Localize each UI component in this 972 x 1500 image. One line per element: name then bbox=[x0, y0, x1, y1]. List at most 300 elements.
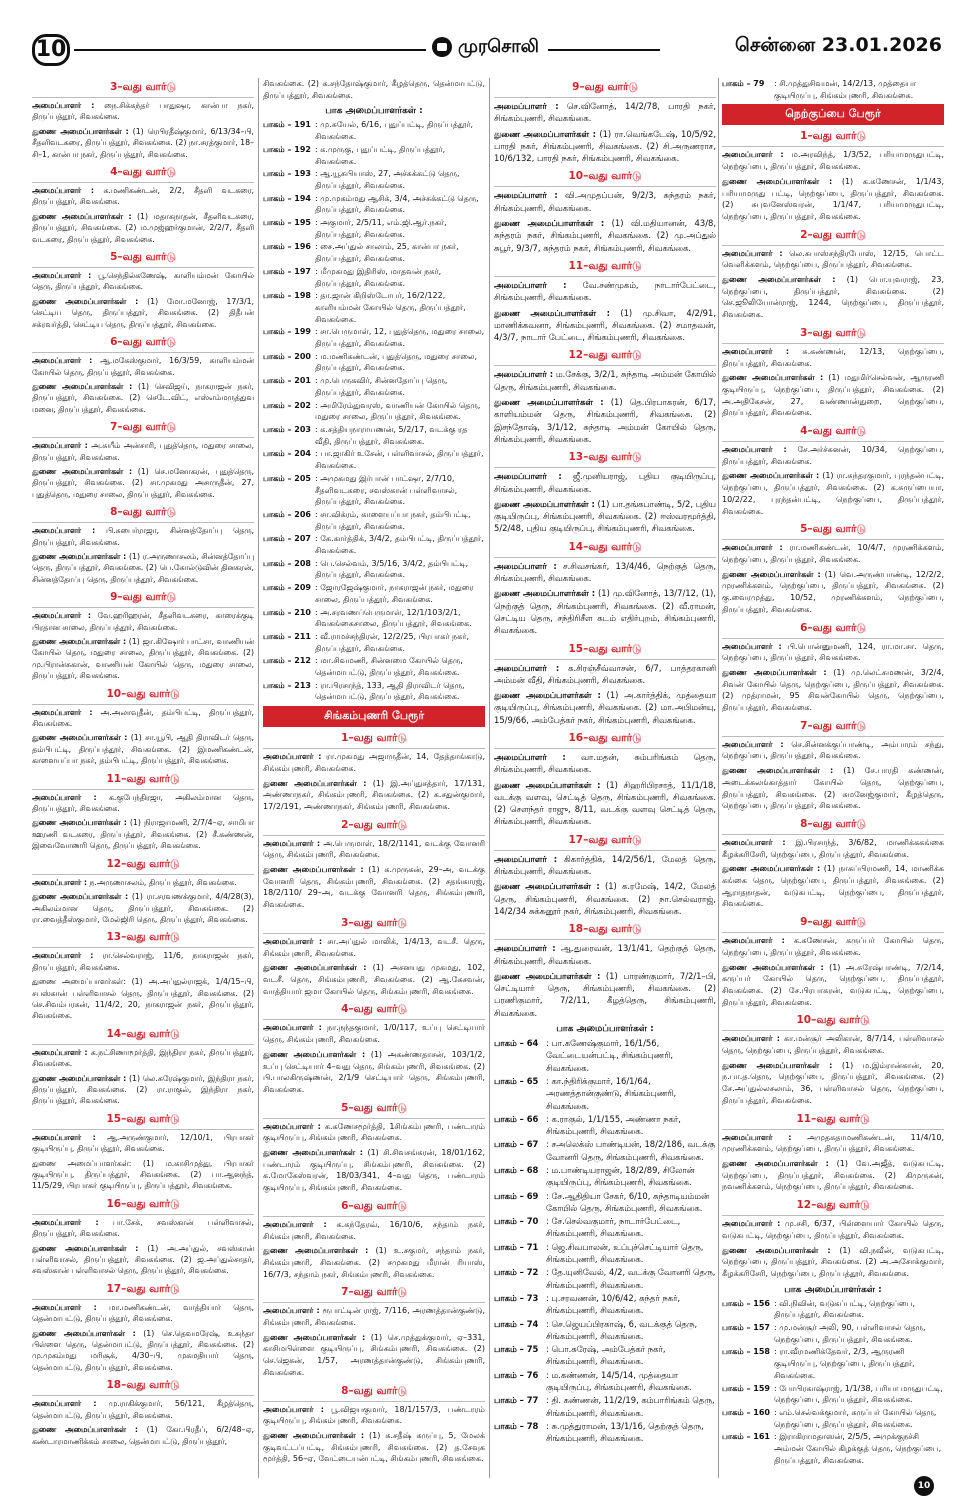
booth-number: பாகம் – 203 bbox=[263, 424, 311, 434]
booth-number: பாகம் – 159 bbox=[722, 1383, 770, 1393]
ward-heading: 8–வது வார்டு bbox=[263, 1382, 485, 1402]
booth-organizer: : ஜோரஜேஷ்குமார், நாகராஜன் நகர், மதுரை சாலை, திருப்பத்தூர், சிவகங்கை. bbox=[315, 583, 474, 604]
role-label: அமைப்பாளர் : bbox=[263, 1306, 320, 1316]
role-label: துணை அமைப்பாளர்கள் : bbox=[494, 498, 595, 509]
booth-organizer: : ஜெ.சிவபாலன், உப்புச்செட்டியார் தெரு, சிங்கம்புணரி, சிவகங்கை. bbox=[546, 1241, 704, 1265]
booth-organizer: : க.சத்தியநாராயணன், 5/2/17, வடக்கு ரத வீதி, திருப்பத்தூர், சிவகங்கை. bbox=[315, 424, 468, 446]
role-label: துணை அமைப்பாளர்கள் : bbox=[32, 733, 128, 743]
organizer-entry bbox=[263, 778, 485, 813]
role-label: துணை அமைப்பாளர்கள் : bbox=[32, 1425, 138, 1435]
organizer-details: (1) வி.மதியானன், 43/8, சுந்தரம் நகர், சிங்கம்புணரி, சிவகங்கை. (2) மு.அப்துல் சுபூர், 9/3/7, சுந்தரம் நகர், சிங்கம்புணரி, சிவகங்கை. bbox=[494, 218, 716, 253]
organizer-details: (1) நிராஜாமணி, 2/7/4–ஏ, சாமிபா ஊரணி வடகரை, திருப்பத்தூர், சிவகங்கை. (2) சீ.கண்ணன், இவைவோணரி தெரு, திருப்பத்தூர், சிவகங்கை. bbox=[32, 818, 254, 851]
organizer-entry bbox=[263, 1332, 485, 1379]
booth-entry bbox=[263, 631, 485, 654]
booth-entry bbox=[263, 509, 485, 532]
booth-organizer: : பா.கணேஷ்குமார், 16/1/56, வேட்டையன்பட்டி, சிங்கம்புணரி, சிவகங்கை. bbox=[546, 1038, 673, 1073]
role-label: துணை அமைப்பாளர்கள் : bbox=[722, 962, 824, 972]
role-label: அமைப்பாளர் : bbox=[32, 707, 93, 717]
booth-organizer: : இராகிராமதாஸன், 2/5/5, அமுக்குநச்சி அம்மன் கோயில் கிழக்குத் தெரு, நெற்குப்பை, திருப்பத்தூர், சிவகங்கை. bbox=[774, 1432, 942, 1465]
organizer-details: (1) சே.பாரதி கண்ணன், அடைக்கலங்காத்தார் கோயில் தெரு, நெற்குப்பை, திருப்பத்தூர், சிவகங்கை. (2) சுமனேஜ்குமார், கீழத்தெரு, நெற்குப்பை, திருப்பத்தூர், சிவகங்கை. bbox=[722, 766, 944, 811]
role-label: அமைப்பாளர் : bbox=[494, 662, 560, 673]
ward-heading: 11–வது வார்டு bbox=[494, 257, 716, 277]
organizer-entry bbox=[263, 1245, 485, 1280]
booth-organizer: : அ.சரவணப்பெருமாள், 12/1/103/2/1, சிவகங்கைசாலை, திருப்பத்தூர், சிவகங்கை. bbox=[315, 607, 472, 629]
booth-number: பாகம் – 201 bbox=[263, 376, 311, 386]
booth-number: பாகம் – 199 bbox=[263, 327, 311, 337]
role-label: துணை அமைப்பாளர்கள் : bbox=[263, 1049, 366, 1059]
role-label: துணை அமைப்பாளர்கள் : bbox=[263, 1332, 366, 1342]
ward-heading: 4–வது வார்டு bbox=[722, 422, 944, 442]
ward-heading: 5–வது வார்டு bbox=[32, 248, 254, 268]
organizer-entry bbox=[494, 942, 716, 967]
organizer-details: செ.சின்னக்குப்பாண்டி, அம்பாரம் சந்து, நெற்குப்பை, திருப்பத்தூர், சிவகங்கை. bbox=[722, 739, 944, 761]
organizer-entry bbox=[263, 1049, 485, 1096]
role-label: துணை அமைப்பாளர்கள் : bbox=[32, 126, 129, 136]
organizer-entry bbox=[722, 765, 944, 812]
booth-organizer: : மு.பெருகவிர், சின்னதோப்பு தெரு, திருப்பத்தூர், சிவகங்கை. bbox=[315, 376, 448, 397]
booth-organizer: : மு.சுயேல், 6/16, புதுப்பட்டி, திருப்பத்தூர், சிவகங்கை. bbox=[315, 120, 474, 142]
organizer-entry bbox=[722, 1060, 944, 1107]
organizer-entry bbox=[32, 707, 254, 730]
organizer-entry bbox=[32, 1398, 254, 1421]
ward-heading: 18–வது வார்டு bbox=[494, 920, 716, 940]
role-label: துணை அமைப்பாளர்கள் : bbox=[32, 211, 132, 221]
organizer-details: (1) மு.வினோத், 13/7/12, (1), நெற்குத் தெரு, சிங்கம்புணரி, சிவகங்கை. (2) வீ.ராமன், செட்டிய தெரு, சந்திரிசீள கடம் எதிர்புறம், சிங்கம்புணரி, சிவகங்கை. bbox=[494, 588, 716, 636]
booth-entry bbox=[263, 558, 485, 581]
organizer-details: ரூபாட்டின் ராஜ், 7/116, அரணத்தான்குண்டு, சிங்கம்புணரி, சிவகங்கை. bbox=[263, 1306, 485, 1328]
ward-heading: 3–வது வார்டு bbox=[722, 324, 944, 344]
organizer-entry bbox=[494, 587, 716, 636]
role-label: துணை அமைப்பாளர்கள் : bbox=[494, 307, 610, 318]
booth-number: பாகம் – 202 bbox=[263, 400, 311, 410]
booth-organizer: : தி. கண்ணன், 11/2/19, கம்பாரிங்கம் தெரு, சிங்கம்புணரி, சிவகங்கை. bbox=[546, 1395, 715, 1418]
booth-entry bbox=[494, 1241, 716, 1266]
booth-number: பாகம் – 206 bbox=[263, 509, 311, 519]
organizer-details: (1) சா.யூபி, ஆதி திராவிடர் தெரு, தம்பிபட்டி, திருப்பத்தூர், சிவகங்கை. (2) இமணிகண்டன், காளையப்பா நகர், தம்பிபட்டி, திருப்பத்தூர், சிவகங்கை. bbox=[32, 733, 254, 766]
booth-entry bbox=[494, 1138, 716, 1163]
booth-organizer: : தே.யுனிவேல், 4/2, வடக்கு வோனரி தெரு, சிங்கம்புணரி, சிவகங்கை. bbox=[546, 1267, 716, 1290]
organizer-details: ஆ.அருண்குமார், 12/10/1, பிரபாகர் குடியிருப்பு, திருப்பத்தூர், சிவகங்கை. bbox=[32, 1132, 254, 1154]
booth-organizer: : மீமுகமது இதிரிஸ், மாதவன் நகர், திருப்பத்தூர், சிவகங்கை. bbox=[315, 266, 442, 288]
role-label: அமைப்பாளர் : bbox=[263, 838, 321, 848]
booth-organizer: : செ.ஜெயப்பிரகாஷ், 6, வடக்குத் தெரு, சிங்கம்புணரி, சிவகங்கை. bbox=[546, 1318, 698, 1341]
organizer-entry bbox=[263, 962, 485, 997]
booth-entry bbox=[263, 533, 485, 556]
organizer-entry bbox=[494, 189, 716, 214]
page-header bbox=[0, 0, 972, 70]
header-rule-left bbox=[74, 49, 426, 51]
organizer-details: வா.மதன், சும்பரிங்கம் தெரு, சிங்கம்புணரி, சிவகங்கை. bbox=[494, 751, 716, 775]
booth-organizer: : வீ.ராமச்சந்திரன், 12/2/25, பிரபாகர் நகர், திருப்பத்தூர், சிவகங்கை. bbox=[315, 631, 470, 653]
organizer-details: (1) தெ.பிரபாகரன், 6/17, காளியம்மன் தெரு, சிங்கம்புணரி, சிவகங்கை. (2) இசந்தோஷ், 3/1/12, சுந்தாடி அம்மன் கோயில் தெரு, சிங்கம்புணரி, சிவகங்கை. bbox=[494, 397, 716, 444]
role-label: துணை அமைப்பாளர்கள் : bbox=[263, 1430, 365, 1440]
organizer-details: மு.சசி, 6/37, பிள்ளையார் கோயில் தெரு, வடுகபட்டி, நெற்குப்பை, திருப்பத்தூர், சிவகங்கை. bbox=[722, 1219, 944, 1240]
organizer-details: ஆ.துரைவன், 13/1/41, தெற்குத் தெரு, சிங்கம்புணரி, சிவகங்கை. bbox=[494, 943, 716, 966]
organizer-details: செ.வினோத், 14/2/78, பாரதி நகர், சிங்கம்புணரி, சிவகங்கை. bbox=[494, 101, 716, 124]
booth-entry bbox=[263, 119, 485, 142]
booth-organizer: : சா.விக்ரம், காளையப்பா நகர், தம்பிபட்டி, திருப்பத்தூர், சிவகங்கை. bbox=[315, 509, 471, 531]
organizer-details: லெ.சுபாஸ்சந்திரபோஸ், 12/15, பொட்ட வெளிக்களம், நெற்குப்பை, திருப்பத்தூர், சிவகங்கை. bbox=[722, 248, 944, 270]
booth-entry bbox=[722, 1298, 944, 1321]
role-label: துணை அமைப்பாளர்கள் : bbox=[32, 1328, 136, 1338]
role-label: அமைப்பாளர் : bbox=[263, 1404, 324, 1414]
role-label: அமைப்பாளர் : bbox=[722, 445, 787, 455]
role-label: அமைப்பாளர் : bbox=[263, 1121, 321, 1131]
booth-entry bbox=[722, 1431, 944, 1466]
organizer-entry bbox=[32, 636, 254, 682]
organizer-details: கிகார்த்திக், 14/2/56/1, மேலத் தெரு, சிங்கம்புணரி, சிவகங்கை. bbox=[494, 853, 716, 877]
booth-entry bbox=[263, 351, 485, 374]
organizer-entry bbox=[494, 853, 716, 878]
organizer-details: (1) செ.தெவமரேஷ், உசுந்தா பிள்ளை தெரு, தென்மாபட்டு, திருப்பத்தூர், சிவகங்கை. (2) மு.முகம்மது மரிசூக், 4/30–பி, முகமதியார் தெரு, தென்மாபட்டு, திருப்பத்தூர், சிவகங்கை. bbox=[32, 1328, 254, 1372]
booth-number: பாகம் – 75 bbox=[494, 1344, 539, 1355]
role-label: துணை அமைப்பாளர்கள் : bbox=[32, 1243, 139, 1253]
booth-entry bbox=[263, 655, 485, 678]
role-label: துணை அமைப்பாளர்கள் : bbox=[722, 471, 820, 481]
organizer-entry bbox=[722, 837, 944, 860]
ward-heading: 1–வது வார்டு bbox=[263, 729, 485, 749]
organizer-entry bbox=[494, 307, 716, 344]
role-label: அமைப்பாளர் : bbox=[722, 1132, 792, 1142]
organizer-entry bbox=[32, 610, 254, 633]
organizer-details: சா.அப்துல் மாலிக், 1/4/13, வடசீ. தெரு, சிங்கம்புணரி, சிவகங்கை. bbox=[263, 936, 485, 958]
role-label: துணை அமைப்பாளர்கள் : bbox=[32, 818, 127, 828]
organizer-entry bbox=[494, 100, 716, 125]
booth-organizer: : கா.ந்திரிக்குமார், 16/1/64, அரணத்தான்குண்டு, சிங்கம்புணரி, சிவகங்கை. bbox=[546, 1075, 677, 1111]
organizer-entry bbox=[32, 1073, 254, 1107]
booth-entry bbox=[263, 607, 485, 630]
booth-entry bbox=[494, 1113, 716, 1138]
organizer-details: (1) செ.மனோகரன், புதுத்தெரு, திருப்பத்தூர், சிவகங்கை. (2) சா.முகமது அசாருதீன், 27, புதுத்தெரு, மதுரை சாலை, திருப்பத்தூர், சிவகங்கை. bbox=[32, 466, 254, 499]
organizer-entry bbox=[722, 248, 944, 271]
role-label: அமைப்பாளர் : bbox=[494, 369, 554, 380]
role-label: அமைப்பாளர் : bbox=[32, 101, 95, 110]
organizer-entry bbox=[263, 1147, 485, 1194]
booth-organizer: : ம.கண்ணன், 14/5/14, முத்தையா குடியிருப்பு, சிங்கம்புணரி, சிவகங்கை. bbox=[546, 1369, 692, 1393]
organizer-entry bbox=[32, 1132, 254, 1155]
organizer-entry bbox=[263, 1219, 485, 1242]
organizer-entry bbox=[722, 863, 944, 910]
booth-organizer: : பொ.சுரேஷ், அம்பேத்கர் நகர், சிங்கம்புணரி, சிவகங்கை. bbox=[546, 1344, 666, 1367]
organizer-details: (1) மதுமிர்செல்வன், ஆருரணி குடியிருப்பு, நெற்குப்பை, திருப்பத்தூர், சிவகங்கை. (2) அ.அதிகேசன், 27, வண்ணான்துறை, நெற்குப்பை, திருப்பத்தூர், சிவகங்கை. bbox=[722, 373, 944, 418]
column-divider bbox=[258, 78, 259, 1478]
organizer-details: துணை அமைப்பாளர்கள்: (1) ம.காசிமுத்து, பிரபாகர் குடியிருப்பு, திருப்பத்தூர், சிவகங்கை. (2) பா.ஆனந்த், 11/5/29, பிரபாகர் குடியிருப்பு, திருப்பத்தூர், சிவகங்கை. bbox=[32, 1158, 254, 1191]
booth-entry bbox=[722, 1346, 944, 1381]
booth-number: பாகம் – 69 bbox=[494, 1190, 539, 1201]
organizer-entry bbox=[722, 667, 944, 714]
organizer-details: க.கணேசன், கருப்பர் கோயில் தெரு, நெற்குப்பை, திருப்பத்தூர், சிவகங்கை. bbox=[722, 936, 944, 957]
booth-number: பாகம் – 212 bbox=[263, 656, 311, 666]
booth-entry bbox=[263, 680, 485, 703]
booth-number: பாகம் – 79 bbox=[722, 79, 765, 88]
role-label: துணை அமைப்பாளர்கள் : bbox=[32, 381, 133, 391]
role-label: அமைப்பாளர் : bbox=[494, 943, 556, 954]
organizer-entry bbox=[722, 739, 944, 762]
booth-entry bbox=[494, 1037, 716, 1074]
organizer-details: (1) வி.நவீன், வடுகபட்டி, நெற்குப்பை, திருப்பத்தூர், சிவகங்கை. (2) அ.அசோக்குமார், கீழக்கரிசேரி, நெற்குப்பை, திருப்பத்தூர், சிவகங்கை. bbox=[722, 1245, 944, 1278]
organizer-details: பி.பொன்னுமணி, 124, ரா.மா.சா. தெரு, நெற்குப்பை, திருப்பத்தூர், சிவகங்கை. bbox=[722, 641, 944, 663]
organizer-details: (1) ரா.வெங்கடேஷ், 10/5/92, பாரதி நகர், சிங்கம்புணரி, சிவகங்கை. (2) சி.அருணராச, 10/6/132, பாரதி நகர், சிங்கம்புணரி, சிவகங்கை. bbox=[494, 128, 716, 164]
town-section-banner: நெற்குப்பை பேரூர் bbox=[722, 104, 944, 125]
organizer-entry bbox=[722, 1218, 944, 1241]
organizer-details: நை.சிக்கந்தர் பாதுஷா, கான்பா நகர், திருப்பத்தூர், சிவகங்கை. bbox=[32, 101, 254, 122]
ward-heading: 5–வது வார்டு bbox=[722, 520, 944, 540]
column-1 bbox=[32, 78, 254, 1478]
ward-heading: 8–வது வார்டு bbox=[722, 815, 944, 835]
organizer-details: அமுதசுதாமணிகண்டன், 11/4/10, முரணிக்களம், நெற்குப்பை, திருப்பத்தூர், சிவகங்கை. bbox=[722, 1132, 944, 1154]
header-rule-right bbox=[548, 49, 660, 51]
role-label: துணை அமைப்பாளர்கள் : bbox=[722, 864, 821, 874]
booth-organizer: : போபிரகாஷ்ராஜ், 1/1/38, பரியா மருதுபட்டி, நெற்குப்பை, திருப்பத்தூர், சிவகங்கை. bbox=[774, 1383, 943, 1405]
organizer-details: (1) அகண்ணதாசன், 103/1/2, உப்பு செட்டியார் 4–வது தெரு, சிங்கம்புணரி, சிவகங்கை. (2) பி.பாலகிருஷ்ணன், 2/1/9 செட்டியார் தெரு, சிங்கம்புணரி, சிவகங்கை. bbox=[263, 1049, 485, 1094]
booth-organizer: : வி.நிவின், வடுகப்பட்டி, நெற்குப்பை, திருப்பத்தூர், சிவகங்கை. bbox=[774, 1298, 915, 1320]
role-label: அமைப்பாளர் : bbox=[722, 1219, 781, 1229]
role-label: துணை அமைப்பாளர்கள் : bbox=[722, 176, 833, 186]
booth-number: பாகம் – 208 bbox=[263, 558, 311, 568]
organizer-entry bbox=[722, 962, 944, 1009]
organizer-details: ரா.செல்வராஜ், 11/6, நாகராஜன் நகர், திருப்பத்தூர், சிவகங்கை. bbox=[32, 951, 254, 972]
booth-organizer: : எம்.செல்வக்குமார், கருப்பர் கோயில் தெரு, நெற்குப்பை, திருப்பத்தூர், சிவகங்கை. bbox=[774, 1407, 937, 1429]
organizer-entry bbox=[722, 569, 944, 616]
role-label: அமைப்பாளர் : bbox=[32, 1217, 99, 1227]
role-label: துணை அமைப்பாளர்கள் : bbox=[722, 1245, 831, 1255]
booth-organizer: : சு.முத்துராமன், 13/1/16, தெற்குத் தெரு, சிங்கம்புணரி, சிவகங்கை. bbox=[546, 1420, 704, 1444]
organizer-entry bbox=[32, 296, 254, 330]
organizer-entry bbox=[494, 751, 716, 776]
ward-heading: 4–வது வார்டு bbox=[32, 163, 254, 183]
rising-sun-logo-icon bbox=[432, 37, 452, 57]
booth-number: பாகம் – 205 bbox=[263, 473, 311, 483]
organizer-details: (1) ஜா.கிஷோர் பாட்சா, வாணியன் கோயில் தெரு, மதுரை சாலை, திருப்பத்தூர், சிவகங்கை. (2) மு.பிரான்சுகான், வாணியன் கோயில் தெரு, மதுரை சாலை, திருப்பத்தூர், சிவகங்கை. bbox=[32, 637, 254, 681]
organizer-details: சிவகங்கை. (2) க.சந்தோஷ்குமார், கீழத்தெரு, தென்மாபட்டு, திருப்பத்தூர், சிவகங்கை. bbox=[263, 79, 485, 100]
organizer-details: (1) சி.சிவசங்கரன், 18/01/162, பண்டாரம் குடியிருப்பு, சிங்கம்புணரி, சிவகங்கை. (2) க.மோகேஸ்வரன், 18/03/341, 4–வது தெரு, பண்டாரம் குடியிருப்பு, சிங்கம்புணரி, சிவகங்கை. bbox=[263, 1148, 485, 1193]
booth-entry bbox=[722, 1383, 944, 1406]
organizer-details: க.கந்தேரவ், 16/10/6, சந்தாம் நகர், சிங்கம்புணரி, சிவகங்கை. bbox=[263, 1219, 485, 1241]
booth-organizer: : க.முருகு, புதுப்பட்டி, திருப்பத்தூர், சிவகங்கை. bbox=[315, 144, 446, 166]
booth-organizer: : அமுகமது இர்பான் பாட்ஷா, 2/7/10, சீதளிவடகரை, சவஸ்கான் பள்ளிவாசல், திருப்பத்தூர், சிவகங்கை. bbox=[315, 473, 458, 507]
booth-entry bbox=[263, 400, 485, 423]
booth-number: பாகம் – 210 bbox=[263, 607, 311, 617]
ward-heading: 13–வது வார்டு bbox=[494, 448, 716, 468]
organizer-details: அ.அலாவுதீன், தம்பிபட்டி, திருப்பத்தூர், சிவகங்கை. bbox=[32, 707, 254, 729]
booth-entry bbox=[263, 448, 485, 471]
ward-heading: 12–வது வார்டு bbox=[722, 1196, 944, 1216]
organizer-entry bbox=[32, 100, 254, 123]
booth-entry bbox=[494, 1394, 716, 1419]
organizer-details: (1) இ.அப்துசத்தார், 17/131, அண்ணாநகர், சிங்கம்புணரி, சிவகங்கை. (2) க.சதுன்குமார், 17/2/191, அண்ணாநகர், சிங்கம்புணரி, சிவகங்கை. bbox=[263, 778, 485, 811]
organizer-entry bbox=[32, 1328, 254, 1374]
role-label: துணை அமைப்பாளர்கள் : bbox=[32, 1073, 127, 1083]
organizer-details: (1) வெ.அருண்பாண்டி, 12/2/2, முரணிக்களம், நெற்குப்பை, திருப்பத்தூர், சிவகங்கை. (2) கு.வைரமுத்து, 10/52, முரணிக்களம், நெற்குப்பை, திருப்பத்தூர், சிவகங்கை. bbox=[722, 569, 944, 614]
organizer-entry bbox=[32, 211, 254, 245]
organizer-entry bbox=[722, 1245, 944, 1280]
organizer-details: வே.சண்முகம், நாடார்பேட்டை, சிங்கம்புணரி, சிவகங்கை. bbox=[494, 279, 716, 303]
role-label: துணை அமைப்பாளர்கள் : bbox=[32, 466, 133, 476]
organizer-entry bbox=[32, 1243, 254, 1277]
role-label: அமைப்பாளர் : bbox=[722, 739, 784, 749]
booth-entry bbox=[494, 1190, 716, 1215]
role-label: அமைப்பாளர் : bbox=[32, 611, 91, 621]
ward-heading: 13–வது வார்டு bbox=[32, 928, 254, 948]
organizer-entry bbox=[494, 368, 716, 393]
booth-organizer: : ரா.வீரமணிக்தேவர், 2/3, ஆருரணி குடியிருப்பு, நெற்குப்பை, திருப்பத்தூர், சிவகங்கை. bbox=[774, 1347, 915, 1380]
organizer-details: க.நட்சிணாமூர்த்தி, இந்திரா நகர், திருப்பத்தூர், சிவகங்கை. bbox=[32, 1047, 254, 1069]
organizer-entry bbox=[263, 751, 485, 774]
booth-entry bbox=[263, 241, 485, 264]
organizer-entry bbox=[32, 466, 254, 500]
booth-organizer: : பு.சரவணன், 10/6/42, சுந்தர் நகர், சிங்கம்புணரி, சிவகங்கை. bbox=[546, 1292, 681, 1316]
role-label: துணை அமைப்பாளர்கள் : bbox=[722, 373, 824, 383]
booth-organizer: : சே.ஆதிதியா சேகர், 6/10, சுந்தாடியம்மன் கோயில் தெரு, சிங்கம்புணரி, சிவகங்கை. bbox=[546, 1190, 710, 1213]
booth-number: பாகம் – 72 bbox=[494, 1267, 539, 1278]
booth-organizer: : அகுமார், 2/5/11, எம்.ஜி.ஆர்.நகர், திருப்பத்தூர், சிவகங்கை. bbox=[315, 218, 447, 239]
booth-organizer: : ம.மணிகண்டன், புதுத்தெரு, மதுரை சாலை, திருப்பத்தூர், சிவகங்கை. bbox=[315, 351, 478, 373]
ward-heading: 1–வது வார்டு bbox=[722, 127, 944, 147]
booth-number: பாகம் – 76 bbox=[494, 1369, 539, 1380]
organizer-entry bbox=[32, 817, 254, 851]
role-label: துணை அமைப்பாளர்கள் : bbox=[722, 1060, 833, 1070]
role-label: அமைப்பாளர் : bbox=[494, 751, 566, 762]
ward-heading: 8–வது வார்டு bbox=[32, 503, 254, 523]
organizer-details: கா.மன்சூர் அலிகான், 8/7/14, பள்ளிவாசல் தெரு, நெற்குப்பை, திருப்பத்தூர், சிவகங்கை. bbox=[722, 1034, 944, 1056]
organizer-entry bbox=[32, 1217, 254, 1240]
organizer-entry bbox=[263, 78, 485, 101]
role-label: அமைப்பாளர் : bbox=[32, 1047, 88, 1057]
booth-organizer: : மா.சிவமணி, சின்னமை கோயில் தெரு, தென்மாபட்டு, திருப்பத்தூர், சிவகங்கை. bbox=[315, 656, 463, 678]
booth-number: பாகம் – 204 bbox=[263, 449, 311, 459]
ward-heading: 3–வது வார்டு bbox=[263, 914, 485, 934]
role-label: அமைப்பாளர் : bbox=[494, 853, 558, 864]
booth-entry bbox=[263, 290, 485, 325]
booth-number: பாகம் – 194 bbox=[263, 193, 311, 203]
booth-entry bbox=[263, 424, 485, 447]
organizer-details: துணை அமைப்பாளர்கள்: (1) அ.அப்துல்ராஜக், 1/4/15–பி, சபஸ்கான் பள்ளிவாசல் தெரு, திருப்பத்தூர், சிவகங்கை. (2) செ.சிவம்பரகன், 11/4/2, 20, நாகராஜன் நகர், திருப்பத்தூர், சிவகங்கை. bbox=[32, 977, 254, 1021]
booth-number: பாகம் – 193 bbox=[263, 169, 311, 179]
role-label: அமைப்பாளர் : bbox=[263, 936, 323, 946]
organizer-details: (1) லெ.சுரேஷ்குமார், இந்திரா நகர், திருப்பத்தூர், சிவகங்கை. (2) ரா.ராகுல், இந்திரா நகர், திருப்பத்தூர், சிவகங்கை. bbox=[32, 1073, 254, 1106]
booth-organizer: : சா.பெருமாள், 12, புதுத்தெரு, மதுரை சாலை, திருப்பத்தூர், சிவகங்கை. bbox=[315, 327, 485, 349]
organizer-details: இ.பிரசாந்த், 3/6/82, மாணிக்ககங்கை கீழக்கரிசேரி, நெற்குப்பை, திருப்பத்தூர், சிவகங்கை. bbox=[722, 837, 944, 859]
organizer-details: சே.அர்ச்சுனன், 10/34, நெற்குப்பை, திருப்பத்தூர், சிவகங்கை. bbox=[722, 445, 944, 466]
organizer-details: (1) அ.அப்துல், சவஸ்கான் பள்ளிவாசல், திருப்பத்தூர், சிவகங்கை. (2) ஜ.அப்துல்சாதர், சவஸ்கான் பள்ளிவாசல் தெரு, திருப்பத்தூர், சிவகங்கை. bbox=[32, 1243, 254, 1276]
booth-number: பாகம் – 74 bbox=[494, 1318, 539, 1329]
role-label: அமைப்பாளர் : bbox=[263, 752, 322, 762]
organizer-details: (1) க.சதீஷ் கருப்பு, 5, மேலக் குடிவட்டப்பட்டி, சிங்கம்புணரி, சிவகங்கை. (2) த.சேவுக மூர்த்தி, 56–ஏ, வேட்டையன்பட்டி, சிங்கம்புணரி, சிவகங்கை. bbox=[263, 1430, 485, 1464]
booth-entry bbox=[494, 1215, 716, 1240]
ward-heading: 2–வது வார்டு bbox=[722, 226, 944, 246]
organizer-entry bbox=[32, 440, 254, 463]
ward-heading: 15–வது வார்டு bbox=[32, 1110, 254, 1130]
organizer-details: (1) மதாகநாதன், சீதளிவடகரை, திருப்பத்தூர், சிவகங்கை. (2) ம.முஜ்ஹர்குமான், 2/2/7, சீதளி வடகரை, திருப்பத்தூர், சிவகங்கை. bbox=[32, 211, 254, 244]
ward-heading: 9–வது வார்டு bbox=[494, 78, 716, 98]
booth-organizer: : சை.அப்துல் சாலாம், 25, கான்பா நகர், திருப்பத்தூர், சிவகங்கை. bbox=[315, 242, 459, 264]
ward-heading: 6–வது வார்டு bbox=[32, 333, 254, 353]
ward-heading: 7–வது வார்டு bbox=[263, 1283, 485, 1303]
organizer-entry bbox=[494, 779, 716, 828]
booth-entry bbox=[494, 1420, 716, 1445]
role-label: துணை அமைப்பாளர்கள் : bbox=[32, 296, 139, 306]
column-4 bbox=[722, 78, 944, 1478]
role-label: துணை அமைப்பாளர்கள் : bbox=[263, 865, 364, 875]
organizer-entry bbox=[32, 270, 254, 293]
organizer-entry bbox=[32, 1047, 254, 1070]
organizer-entry bbox=[32, 126, 254, 160]
role-label: அமைப்பாளர் : bbox=[722, 641, 782, 651]
organizer-details: ஜீ.முனியராஜ், புதிய குடியிருப்பு, சிங்கம்புணரி, சிவகங்கை. bbox=[494, 471, 716, 494]
organizer-details: (1) க.முருகன், 29–அ, வடக்கு வோனரி தெரு, சிங்கம்புணரி, சிவகங்கை. (2) சதங்காரஜ், 18/2/110/ 29–அ, வடக்கு வோனரி தெரு, சிங்கம்புணரி, சிவகங்கை. bbox=[263, 865, 485, 910]
organizer-entry bbox=[32, 976, 254, 1022]
booth-number: பாகம் – 67 bbox=[494, 1139, 539, 1150]
organizer-entry bbox=[494, 498, 716, 535]
footer-page-number: 10 bbox=[914, 1476, 934, 1496]
organizer-details: (1) மு.சிவா, 4/2/91, மாணிக்கவனா, சிங்கம்புணரி, சிவகங்கை. (2) சமாதவன், 4/3/7, நாடார் பேட்டை, சிங்கம்புணரி, சிவகங்கை. bbox=[494, 307, 716, 343]
role-label: அமைப்பாளர் : bbox=[32, 1399, 97, 1409]
town-section-banner: சிங்கம்புணரி பேரூர் bbox=[263, 706, 485, 727]
organizer-details: அ.சுயீம் அன்சாரி, புதுத்தெரு, மதுரை சாலை, திருப்பத்தூர், சிவகங்கை. bbox=[32, 441, 254, 462]
organizer-entry bbox=[494, 217, 716, 254]
booth-entry bbox=[263, 582, 485, 605]
booth-number: பாகம் – 160 bbox=[722, 1407, 770, 1417]
organizer-details: (1) க.ரமேஷ், 14/2, மேலத் தெரு, சிங்கம்புணரி, சிவகங்கை. (2) நா.செல்வராஜ், 14/2/34 சுக்கனூர் நகர், சிங்கம்புணரி, சிவகங்கை. bbox=[494, 881, 716, 916]
organizer-details: பூ.செந்தில்கணேஷ், காளியம்மன் கோயில் தெரு, திருப்பத்தூர், சிவகங்கை. bbox=[32, 271, 254, 292]
booth-entry bbox=[494, 1075, 716, 1112]
organizer-entry bbox=[263, 1404, 485, 1427]
role-label: துணை அமைப்பாளர்கள் : bbox=[32, 551, 127, 561]
organizer-details: ஆ.மகேஸ்குமார், 16/3/59, காளியம்மன் கோயில் தெரு, திருப்பத்தூர், சிவகங்கை. bbox=[32, 356, 254, 377]
booth-organizer: : சி.முத்துசிவமன், 14/2/13, முத்தையா குடியிருப்பு, சிங்கம்புணரி, சிவகங்கை. bbox=[774, 79, 917, 100]
role-label: துணை அமைப்பாளர்கள் : bbox=[494, 397, 604, 408]
ward-heading: 10–வது வார்டு bbox=[722, 1011, 944, 1031]
organizer-entry bbox=[494, 396, 716, 445]
ward-heading: 2–வது வார்டு bbox=[263, 816, 485, 836]
organizer-details: ரா.மணிகண்டன், 10/4/7, முரணிக்களம், நெற்குப்பை, திருப்பத்தூர், சிவகங்கை. bbox=[722, 543, 944, 564]
booth-entry bbox=[263, 375, 485, 398]
organizer-details: (1) மு.லெட்சுமணன், 3/2/4, சிவன் கோயில் தெரு, நெற்குப்பை, திருப்பத்தூர், சிவகங்கை. (2) முத்ராமன், 95 சிவன்கோயில் தெரு, நெற்குப்பை, திருப்பத்தூர், சிவகங்கை. bbox=[722, 667, 944, 713]
organizer-details: (1) செவிஜய், நாகராஜன் நகர், திருப்பத்தூர், சிவகங்கை. (2) செடே.விட், எஸ்எம்மருத்துவ மனை, திருப்பத்தூர், சிவகங்கை. bbox=[32, 381, 254, 414]
booth-entry bbox=[263, 144, 485, 167]
role-label: அமைப்பாளர் : bbox=[722, 837, 786, 847]
booth-number: பாகம் – 200 bbox=[263, 351, 311, 361]
ward-heading: 6–வது வார்டு bbox=[722, 619, 944, 639]
organizer-entry bbox=[32, 525, 254, 548]
organizer-entry bbox=[263, 1305, 485, 1328]
booth-number: பாகம் – 211 bbox=[263, 631, 311, 641]
organizer-details: (1) மோ.மனோஜ், 17/3/1, செட்டிய தெரு, திருப்பத்தூர், சிவகங்கை. (2) திதீபன் சக்ரவர்த்தி, செட்டிய தெரு, திருப்பத்தூர், சிவகங்கை. bbox=[32, 296, 254, 329]
organizer-details: ந.அருணாசலம், திருப்பத்தூர், சிவகங்கை. bbox=[86, 877, 237, 887]
ward-heading: 17–வது வார்டு bbox=[32, 1280, 254, 1300]
organizer-entry bbox=[32, 355, 254, 378]
booth-number: பாகம் – 197 bbox=[263, 266, 311, 276]
organizer-details: (1) ர.அருணாசலம், சின்னத்தோப்பு தெரு, திருப்பத்தூர், சிவகங்கை. (2) பெ.கோல்டுவின் தினகரன், சின்னத்தோப்பு தெரு, திருப்பத்தூர், சிவகங்கை. bbox=[32, 551, 254, 584]
role-label: துணை அமைப்பாளர்கள் : bbox=[494, 218, 605, 229]
booth-organizer: : மு.முகம்மது ஆசிக், 3/4, அச்சுக்கட்டு தெரு, திருப்பத்தூர், சிவகங்கை. bbox=[315, 193, 479, 215]
role-label: அமைப்பாளர் : bbox=[32, 441, 88, 451]
organizer-details: ம.சேக்கு, 3/2/1, சுந்தாடி அம்மன் கோயில் தெரு, சிங்கம்புணரி, சிவகங்கை. bbox=[494, 369, 716, 392]
organizer-entry bbox=[32, 950, 254, 973]
organizer-entry bbox=[263, 864, 485, 911]
organizer-entry bbox=[722, 935, 944, 958]
booth-organizer: : ரா.பிரசாந்த், 133, ஆதி திராவிடர் தெரு, தென்மாபட்டு, திருப்பத்தூர், சிவகங்கை. bbox=[315, 680, 465, 702]
role-label: அமைப்பாளர் : bbox=[494, 471, 562, 482]
role-label: அமைப்பாளர் : bbox=[722, 543, 783, 553]
booth-organizer: : அமிரேம்துவரஸ், வாணியன் கோயில் தெரு, மதுரை சாலை, திருப்பத்தூர், சிவகங்கை. bbox=[315, 400, 481, 422]
booth-number: பாகம் – 64 bbox=[494, 1038, 539, 1049]
organizer-entry bbox=[494, 128, 716, 165]
organizer-entry bbox=[722, 542, 944, 565]
organizer-entry bbox=[32, 185, 254, 208]
organizer-details: (1) அ.கார்த்திக், முத்தையா குடியிருப்பு, சிங்கம்புணரி, சிவகங்கை. (2) மா.அபிமன்யு, 15/9/66, அம்பேத்கர் நகர், சிங்கம்புணரி, சிவகங்கை. bbox=[494, 690, 716, 725]
ward-heading: 7–வது வார்டு bbox=[722, 717, 944, 737]
